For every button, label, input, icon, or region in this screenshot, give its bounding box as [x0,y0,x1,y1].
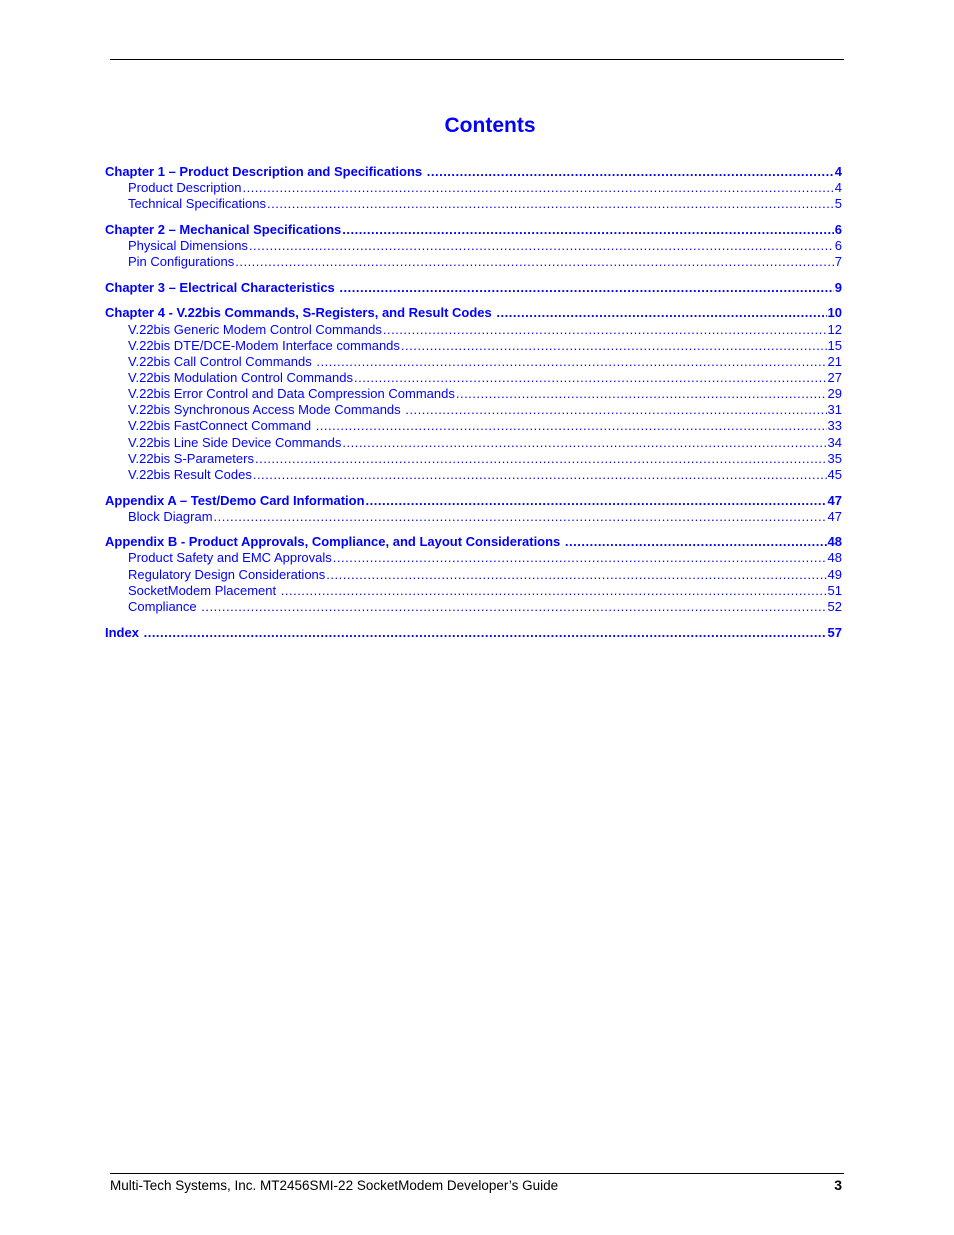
toc-entry-label: Product Description [128,180,242,196]
toc-dot-leader [427,164,834,180]
toc-entry-label: Chapter 3 – Electrical Characteristics [105,279,335,295]
toc-section-link[interactable] [105,567,842,583]
toc-dot-leader [326,567,826,583]
toc-chapter-link[interactable] [105,280,842,296]
toc-page-number: 48 [827,534,842,550]
toc-dot-leader [201,599,826,615]
toc-chapter-link[interactable] [105,164,842,180]
toc-dot-leader [316,418,827,434]
toc-entry-label: Block Diagram [128,508,213,524]
toc-entry-label: Chapter 4 - V.22bis Commands, S-Registers, and Result Codes [105,305,492,321]
toc-section-link[interactable] [105,238,842,254]
table-of-contents [105,164,842,641]
toc-page-number: 10 [827,305,842,321]
footer-text: Multi-Tech Systems, Inc. MT2456SMI-22 SocketModem Developer’s Guide [110,1178,559,1193]
toc-page-number: 4 [834,164,842,179]
toc-section-link[interactable] [105,467,842,483]
toc-dot-leader [255,451,827,467]
toc-dot-leader [339,280,833,296]
toc-chapter-link[interactable] [105,534,842,550]
toc-section-link[interactable] [105,254,842,270]
toc-dot-leader [281,583,827,599]
toc-entry-label: V.22bis S-Parameters [128,450,254,466]
toc-section-link[interactable] [105,583,842,599]
toc-section-link[interactable] [105,180,842,196]
toc-entry-gap [311,418,315,434]
toc-section-link[interactable] [105,402,842,418]
toc-entry-gap [335,280,339,296]
toc-page-number: 51 [827,582,842,598]
footer-rule [110,1173,844,1174]
toc-page-number: 9 [834,279,842,295]
toc-page-number: 35 [827,450,842,466]
toc-page-number: 31 [827,402,842,418]
toc-dot-leader [242,180,833,196]
header-rule [110,59,844,60]
toc-dot-leader [405,402,826,418]
toc-section-link[interactable] [105,435,842,451]
toc-entry-label: Chapter 1 – Product Description and Specifications [105,164,423,179]
toc-page-number: 4 [834,180,842,196]
toc-section-link[interactable] [105,451,842,467]
toc-entry-label: V.22bis Result Codes [128,466,252,482]
toc-page-number: 57 [827,624,842,640]
toc-entry-label: Pin Configurations [128,254,235,270]
toc-page-number: 27 [827,370,842,386]
toc-dot-leader [144,625,827,641]
toc-entry-gap [139,625,143,641]
toc-entry-label: V.22bis Generic Modem Control Commands [128,321,382,337]
toc-dot-leader [354,370,827,386]
toc-dot-leader [342,222,834,238]
toc-section-link[interactable] [105,418,842,434]
toc-page-number: 7 [834,254,842,270]
toc-page-number: 5 [834,196,842,212]
toc-section-link[interactable] [105,338,842,354]
toc-page-number: 15 [827,337,842,353]
toc-dot-leader [342,435,826,451]
toc-entry-label: Chapter 2 – Mechanical Specifications [105,221,342,237]
toc-page-number: 29 [827,386,842,402]
toc-entry-label: Product Safety and EMC Approvals [128,550,332,566]
toc-entry-label: V.22bis Synchronous Access Mode Commands [128,402,401,418]
toc-entry-label: Index [105,624,139,640]
footer-page-number: 3 [834,1177,842,1193]
toc-dot-leader [496,305,826,321]
toc-entry-gap [276,583,280,599]
toc-dot-leader [316,354,826,370]
toc-entry-label: V.22bis Modulation Control Commands [128,370,353,386]
toc-section-link[interactable] [105,386,842,402]
toc-entry-label: Technical Specifications [128,196,267,212]
toc-dot-leader [333,550,827,566]
toc-entry-gap [197,599,201,615]
toc-entry-label: Physical Dimensions [128,238,248,254]
toc-page-number: 45 [827,466,842,482]
toc-section-link[interactable] [105,322,842,338]
toc-chapter-link[interactable] [105,222,842,238]
toc-section-link[interactable] [105,370,842,386]
toc-dot-leader [214,509,827,525]
toc-page-number: 33 [827,418,842,434]
toc-entry-label: Appendix A – Test/Demo Card Information [105,492,365,508]
toc-chapter-link[interactable] [105,493,842,509]
toc-page-number: 49 [827,566,842,582]
toc-page-number: 47 [827,492,842,508]
toc-entry-gap [312,354,316,370]
toc-dot-leader [456,386,827,402]
toc-page-number: 21 [827,353,842,369]
toc-dot-leader [383,322,827,338]
toc-entry-label: SocketModem Placement [128,582,277,598]
toc-entry-label: Regulatory Design Considerations [128,566,326,582]
toc-dot-leader [565,534,827,550]
toc-page-number: 6 [834,221,842,237]
toc-entry-gap [401,402,405,418]
toc-dot-leader [267,196,834,212]
toc-section-link[interactable] [105,550,842,566]
toc-section-link[interactable] [105,354,842,370]
toc-entry-label: V.22bis Error Control and Data Compression Commands [128,386,455,402]
toc-entry-gap [422,164,426,180]
toc-page-number: 47 [827,508,842,524]
toc-page-number: 12 [827,321,842,337]
toc-entry-label: V.22bis FastConnect Command [128,418,312,434]
toc-page-number: 48 [827,550,842,566]
toc-entry-label: V.22bis Call Control Commands [128,353,312,369]
toc-dot-leader [366,493,827,509]
toc-dot-leader [235,254,834,270]
toc-page-number: 34 [827,434,842,450]
toc-entry-gap [560,534,564,550]
toc-page-number: 52 [827,598,842,614]
toc-page-number: 6 [834,238,842,254]
toc-section-link[interactable] [105,599,842,615]
toc-entry-label: V.22bis DTE/DCE-Modem Interface commands [128,337,400,353]
toc-section-link[interactable] [105,196,842,212]
toc-entry-label: Compliance [128,598,197,614]
toc-dot-leader [249,238,834,254]
toc-section-link[interactable] [105,509,842,525]
toc-entry-gap [492,305,496,321]
toc-dot-leader [401,338,827,354]
toc-chapter-link[interactable] [105,625,842,641]
toc-entry-label: V.22bis Line Side Device Commands [128,434,342,450]
page-title: Contents [444,114,536,137]
toc-entry-label: Appendix B - Product Approvals, Compliance, and Layout Considerations [105,534,561,550]
toc-chapter-link[interactable] [105,305,842,321]
toc-dot-leader [253,467,827,483]
